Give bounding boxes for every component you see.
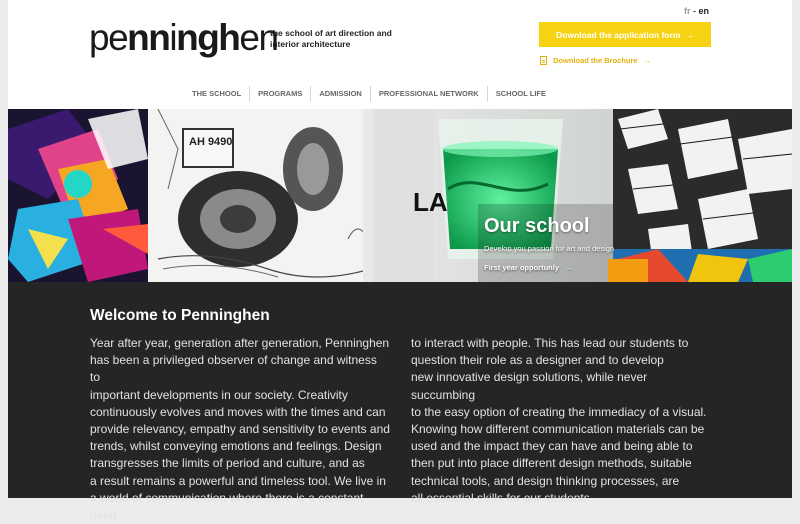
nav-item-school-life[interactable]: SCHOOL LIFE	[487, 86, 554, 102]
penninghen-logo[interactable]	[89, 16, 278, 60]
text-line: to interact with people. This has lead our students to	[411, 336, 689, 350]
text-column-right	[411, 335, 711, 507]
text-line: transgresses the limits of period and culture, and as	[90, 456, 365, 471]
header	[8, 0, 792, 109]
license-plate-text: AH 9490	[189, 136, 233, 148]
welcome-section	[8, 282, 792, 523]
download-brochure-link[interactable]	[539, 53, 651, 67]
text-line: technical tools, and design thinking processes, are	[411, 473, 680, 488]
text-line: question their role as a designer and to develop	[411, 353, 664, 368]
lang-en-link[interactable]: en	[698, 6, 710, 16]
hero-title: Our school	[484, 215, 590, 237]
text-line: a world of communication where there is a constant need	[90, 490, 364, 523]
text-line: Year after year, generation after generation, Penninghen	[90, 336, 390, 350]
download-application-button[interactable]	[539, 22, 711, 47]
text-line: used and the impact they can have and being able to	[411, 439, 693, 454]
text-line: then put into place different design methods, suitable	[411, 456, 692, 471]
logo-part: ngh	[176, 17, 240, 58]
text-line: a result remains a powerful and timeless tool. We live in	[90, 473, 386, 488]
sign-text: LA	[413, 187, 448, 217]
nav-item-the-school[interactable]: THE SCHOOL	[192, 89, 242, 98]
text-line: Knowing how different communication materials can be	[411, 422, 705, 437]
lang-fr-link[interactable]: fr	[684, 6, 691, 16]
language-switcher	[684, 6, 709, 16]
main-nav	[184, 86, 554, 102]
logo-part: i	[169, 17, 177, 58]
download-brochure-label: Download the Brochure	[553, 55, 638, 65]
logo-part: pe	[89, 17, 128, 58]
tagline: the school of art direction and interior architecture	[270, 28, 392, 49]
hero-collage-image	[8, 109, 792, 282]
text-line: to the easy option of creating the immediacy of a visual.	[411, 404, 707, 419]
welcome-heading: Welcome to Penninghen	[90, 307, 270, 324]
arrow-right-icon: →	[643, 55, 652, 65]
download-application-label: Download the application form	[556, 29, 681, 40]
hero-banner[interactable]	[8, 109, 792, 282]
logo-part: nn	[127, 17, 170, 58]
hero-subtitle: Develop you passion for art and design	[484, 244, 615, 253]
arrow-right-icon: →	[685, 29, 694, 40]
text-line: all essential skills for our students.	[411, 490, 594, 505]
text-line: continuously evolves and moves with the times and can	[90, 404, 386, 419]
page	[8, 0, 792, 523]
nav-item-professional-network[interactable]: PROFESSIONAL NETWORK	[370, 86, 487, 102]
lang-separator: -	[693, 6, 697, 16]
text-line: trends, whilst conveying emotions and feelings. Design	[90, 439, 382, 454]
text-column-left	[90, 335, 390, 524]
nav-item-programs[interactable]: PROGRAMS	[249, 86, 310, 102]
nav-item-admission[interactable]: ADMISSION	[310, 86, 370, 102]
document-icon	[540, 56, 547, 65]
text-line: provide relevancy, empathy and sensitivity to events and	[90, 422, 390, 437]
hero-link-label: First year opportunly	[484, 263, 560, 272]
text-line: important developments in our society. Creativity	[90, 387, 348, 402]
logo-part: en	[239, 17, 278, 58]
text-line: new innovative design solutions, while never succumbing	[411, 370, 648, 402]
hero-link[interactable]	[484, 263, 573, 272]
arrow-right-icon: →	[565, 263, 573, 272]
text-line: has been a privileged observer of change and witness to	[90, 353, 377, 385]
